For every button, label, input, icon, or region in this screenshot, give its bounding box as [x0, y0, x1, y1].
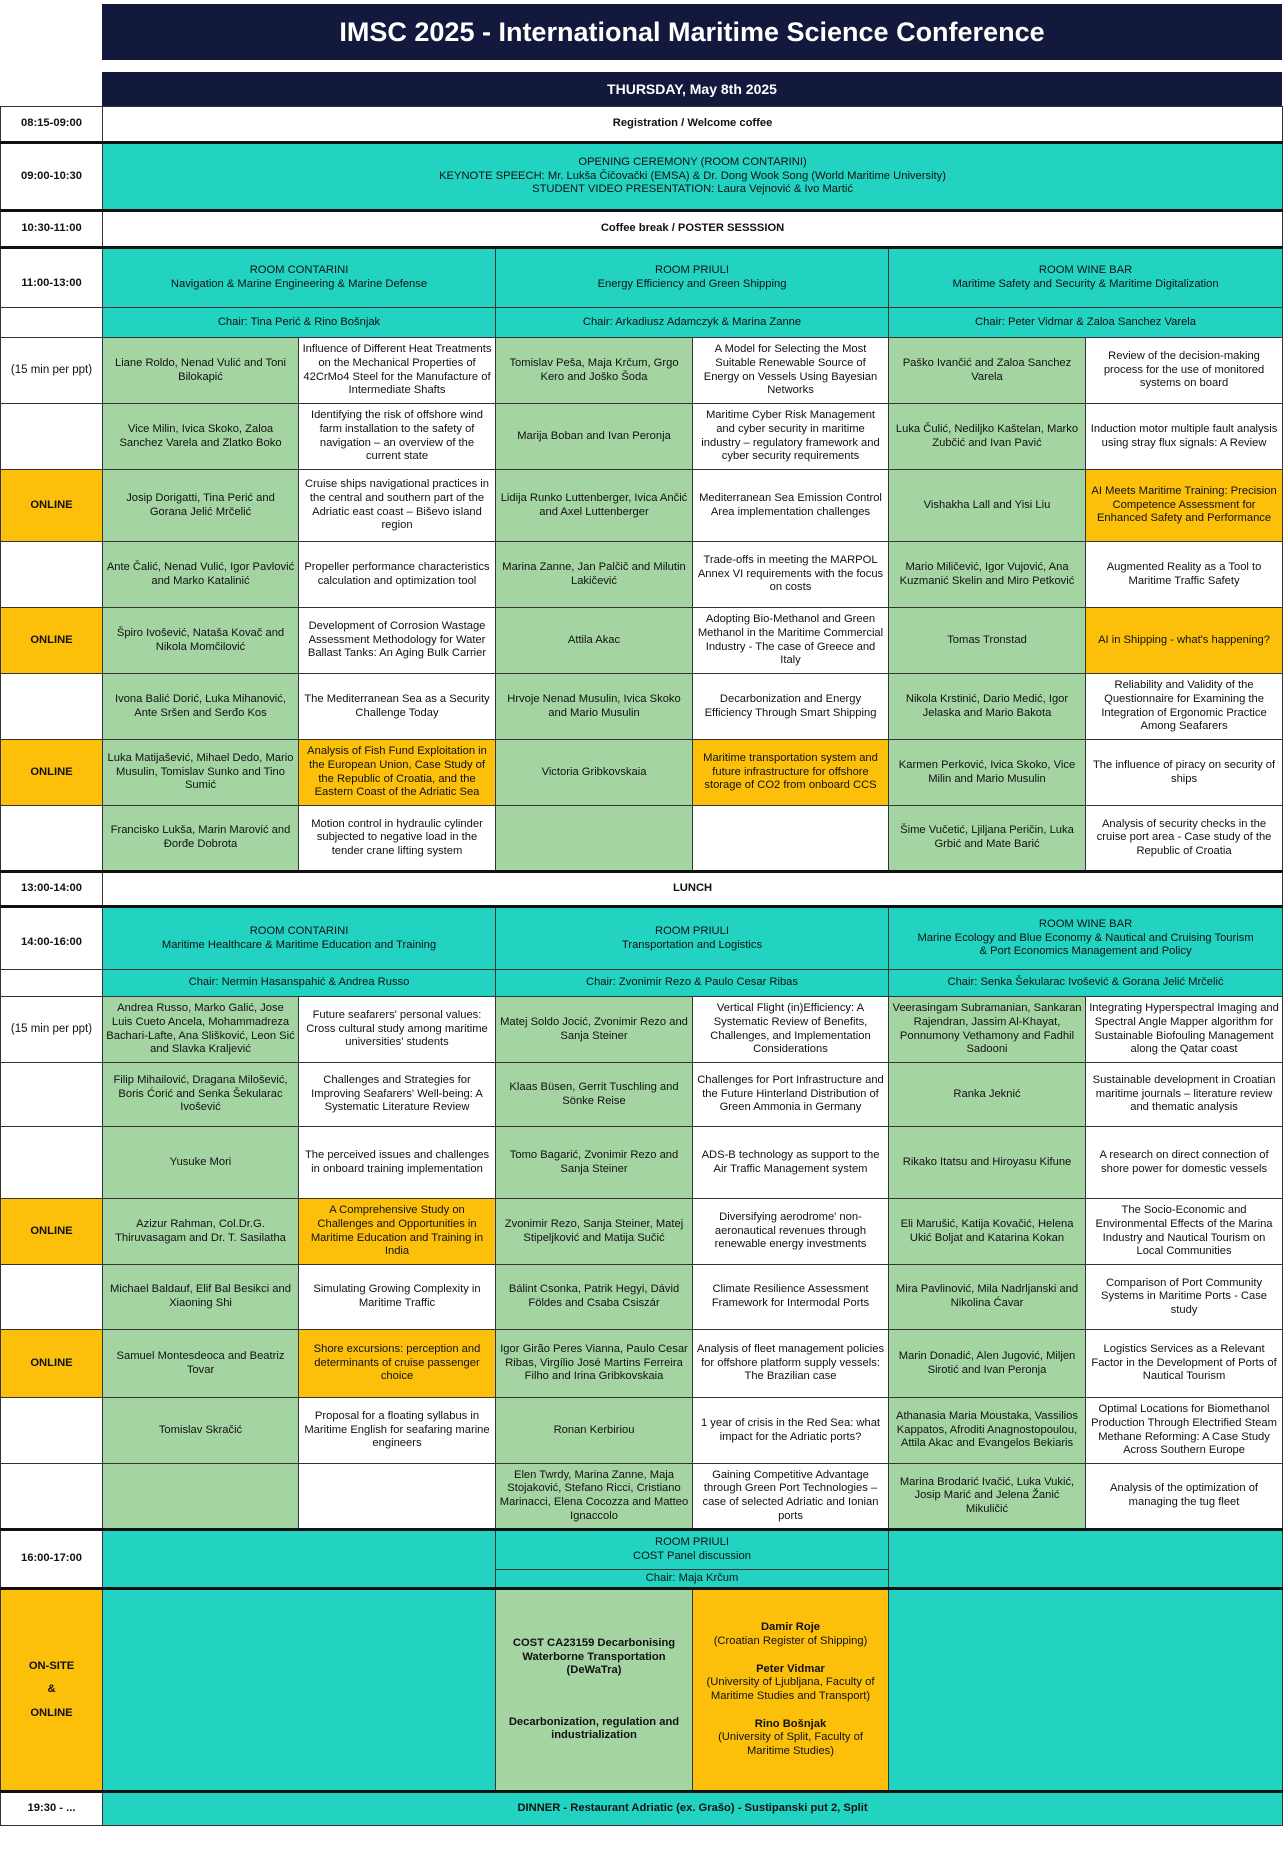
- room-name: ROOM PRIULI: [655, 924, 729, 937]
- paper-authors: Eli Marušić, Katija Kovačić, Helena Ukić Boljat and Katarina Kokan: [889, 1199, 1086, 1265]
- paper-row: [1, 1127, 1283, 1199]
- paper-authors: Josip Dorigatti, Tina Perić and Gorana Jelić Mrčelić: [103, 470, 299, 542]
- paper-authors: Ante Čalić, Nenad Vulić, Igor Pavlović and Marko Katalinić: [103, 542, 299, 608]
- ampersand-label: &: [47, 1683, 56, 1696]
- paper-authors: Luka Matijašević, Mihael Dedo, Mario Musulin, Tomislav Sunko and Tino Sumić: [103, 740, 299, 806]
- cost-action-title: COST CA23159 Decarbonising Waterborne Transportation (DeWaTra): [512, 1636, 676, 1677]
- paper-row: [1, 470, 1283, 542]
- paper-title: Proposal for a floating syllabus in Maritime English for seafaring marine engineers: [299, 1398, 496, 1464]
- paper-authors: Paško Ivančić and Zaloa Sanchez Varela: [889, 338, 1086, 404]
- paper-row: [1, 338, 1283, 404]
- paper-authors: Vishakha Lall and Yisi Liu: [889, 470, 1086, 542]
- paper-authors: Marina Brodarić Ivačić, Luka Vukić, Josip Marić and Jelena Žanić Mikuličić: [889, 1464, 1086, 1530]
- rooms-header-row: [1, 907, 1283, 970]
- paper-title: Comparison of Port Community Systems in Maritime Ports - Case study: [1086, 1265, 1283, 1330]
- coffee-row: [1, 211, 1283, 248]
- onsite-online-label: [1, 1589, 103, 1792]
- dinner-cell: DINNER - Restaurant Adriatic (ex. Grašo) - Sustipanski put 2, Split: [103, 1792, 1283, 1826]
- paper-authors: Tomislav Peša, Maja Krčum, Grgo Kero and Joško Šoda: [496, 338, 693, 404]
- time-slot: 13:00-14:00: [1, 872, 103, 907]
- panel-room-cell: [496, 1530, 889, 1570]
- paper-title: Review of the decision-making process for the use of monitored systems on board: [1086, 338, 1283, 404]
- paper-authors: Nikola Krstinić, Dario Medić, Igor Jelaska and Mario Bakota: [889, 674, 1086, 740]
- paper-row: [1, 1398, 1283, 1464]
- paper-title: Gaining Competitive Advantage through Green Port Technologies – case of selected Adriatic and Ionian ports: [693, 1464, 889, 1530]
- room-topic: Transportation and Logistics: [621, 938, 763, 951]
- paper-row: [1, 1464, 1283, 1530]
- paper-row: [1, 1265, 1283, 1330]
- room-topic: Navigation & Marine Engineering & Marine Defense: [170, 278, 428, 290]
- paper-title: The influence of piracy on security of ships: [1086, 740, 1283, 806]
- paper-authors: Mario Miličević, Igor Vujović, Ana Kuzmanić Skelin and Miro Petković: [889, 542, 1086, 608]
- paper-title: Climate Resilience Assessment Framework for Intermodal Ports: [693, 1265, 889, 1330]
- paper-title: Development of Corrosion Wastage Assessment Methodology for Water Ballast Tanks: An Aging Bulk Carrier: [299, 608, 496, 674]
- panel-chair: Chair: Maja Krčum: [496, 1570, 889, 1589]
- paper-authors: [496, 806, 693, 872]
- paper-title: Augmented Reality as a Tool to Maritime Traffic Safety: [1086, 542, 1283, 608]
- paper-title: Diversifying aerodrome' non-aeronautical revenues through renewable energy investments: [693, 1199, 889, 1265]
- speaker-affiliation: (Croatian Register of Shipping): [713, 1635, 868, 1648]
- speaker-name: Damir Roje: [760, 1621, 821, 1634]
- registration-cell: Registration / Welcome coffee: [103, 107, 1283, 143]
- morning-sessions: [1, 248, 1283, 872]
- paper-row: [1, 404, 1283, 470]
- paper-title: Analysis of fleet management policies for offshore platform supply vessels: The Brazilian case: [693, 1330, 889, 1398]
- paper-authors: Igor Girão Peres Vianna, Paulo Cesar Ribas, Virgílio José Martins Ferreira Filho and Irina Gribkovskaia: [496, 1330, 693, 1398]
- cost-speakers-cell: [693, 1589, 889, 1792]
- paper-authors: Tomas Tronstad: [889, 608, 1086, 674]
- paper-authors: Andrea Russo, Marko Galić, Jose Luis Cueto Ancela, Mohammadreza Bachari-Lafte, Ana Slišković, Leon Sić and Slavka Kraljević: [103, 997, 299, 1063]
- per-ppt-note: (15 min per ppt): [1, 997, 103, 1063]
- paper-authors: Karmen Perković, Ivica Skoko, Vice Milin and Mario Musulin: [889, 740, 1086, 806]
- paper-row: [1, 1199, 1283, 1265]
- paper-authors: Rikako Itatsu and Hiroyasu Kifune: [889, 1127, 1086, 1199]
- paper-row: [1, 806, 1283, 872]
- dinner-row: [1, 1792, 1283, 1826]
- paper-authors: Matej Soldo Jocić, Zvonimir Rezo and Sanja Steiner: [496, 997, 693, 1063]
- paper-authors: Šime Vučetić, Ljiljana Peričin, Luka Grbić and Mate Barić: [889, 806, 1086, 872]
- time-empty: [1, 1063, 103, 1127]
- cost-row: [1, 1589, 1283, 1792]
- online-label: ONLINE: [30, 1706, 73, 1719]
- room-chair-1: Chair: Nermin Hasanspahić & Andrea Russo: [103, 970, 496, 997]
- cost-empty-right: [889, 1589, 1283, 1792]
- paper-title: Maritime Cyber Risk Management and cyber security in maritime industry – regulatory framework and cyber security requirements: [693, 404, 889, 470]
- paper-authors: Ranka Jeknić: [889, 1063, 1086, 1127]
- paper-title: A research on direct connection of shore power for domestic vessels: [1086, 1127, 1283, 1199]
- paper-title: Challenges and Strategies for Improving Seafarers' Well-being: A Systematic Literature Review: [299, 1063, 496, 1127]
- per-ppt-note: (15 min per ppt): [1, 338, 103, 404]
- opening-line: OPENING CEREMONY (ROOM CONTARINI): [578, 156, 807, 169]
- panel-speaker: [696, 1718, 885, 1759]
- online-label: ONLINE: [1, 740, 103, 806]
- time-slot: 11:00-13:00: [1, 248, 103, 308]
- paper-authors: Ivona Balić Dorić, Luka Mihanović, Ante Sršen and Serđo Kos: [103, 674, 299, 740]
- room-name: ROOM CONTARINI: [249, 924, 349, 937]
- paper-authors: Hrvoje Nenad Musulin, Ivica Skoko and Mario Musulin: [496, 674, 693, 740]
- room-header-3: [889, 907, 1283, 970]
- panel-empty-left: [103, 1530, 496, 1589]
- room-chair-3: Chair: Senka Šekularac Ivošević & Gorana Jelić Mrčelić: [889, 970, 1283, 997]
- room-name: ROOM CONTARINI: [249, 264, 349, 277]
- onsite-label: ON-SITE: [28, 1659, 75, 1672]
- paper-authors: [103, 1464, 299, 1530]
- paper-title: Shore excursions: perception and determinants of cruise passenger choice: [299, 1330, 496, 1398]
- speaker-name: Peter Vidmar: [756, 1662, 825, 1675]
- paper-title: Analysis of the optimization of managing the tug fleet: [1086, 1464, 1283, 1530]
- panel-room-name: ROOM PRIULI: [655, 1536, 729, 1549]
- room-header-1: [103, 248, 496, 308]
- paper-row: [1, 542, 1283, 608]
- paper-title: Maritime transportation system and future infrastructure for offshore storage of CO2 from onboard CCS: [693, 740, 889, 806]
- paper-authors: Michael Baldauf, Elif Bal Besikci and Xiaoning Shi: [103, 1265, 299, 1330]
- paper-authors: Marija Boban and Ivan Peronja: [496, 404, 693, 470]
- online-label: ONLINE: [1, 1199, 103, 1265]
- paper-title: The Socio-Economic and Environmental Effects of the Marina Industry and Nautical Tourism on Local Communities: [1086, 1199, 1283, 1265]
- room-name: ROOM WINE BAR: [1038, 264, 1133, 277]
- time-empty: [1, 674, 103, 740]
- paper-authors: Victoria Gribkovskaia: [496, 740, 693, 806]
- conference-title: IMSC 2025 - International Maritime Science Conference: [102, 4, 1282, 60]
- room-name: ROOM WINE BAR: [1038, 918, 1133, 931]
- room-topic: Energy Efficiency and Green Shipping: [597, 278, 787, 290]
- lunch-cell: LUNCH: [103, 872, 1283, 907]
- room-topic: Maritime Safety and Security & Maritime Digitalization: [952, 278, 1219, 290]
- panel-row: [1, 1530, 1283, 1570]
- time-empty: [1, 970, 103, 997]
- online-label: ONLINE: [1, 1330, 103, 1398]
- paper-title: Trade-offs in meeting the MARPOL Annex VI requirements with the focus on costs: [693, 542, 889, 608]
- paper-title: Analysis of Fish Fund Exploitation in the European Union, Case Study of the Republic of Croatia, and the Eastern Coast of the Adriatic Sea: [299, 740, 496, 806]
- paper-authors: Tomislav Skračić: [103, 1398, 299, 1464]
- paper-authors: Yusuke Mori: [103, 1127, 299, 1199]
- room-name: ROOM PRIULI: [655, 264, 729, 277]
- paper-authors: Bálint Csonka, Patrik Hegyi, Dávid Földes and Csaba Csiszár: [496, 1265, 693, 1330]
- paper-authors: Veerasingam Subramanian, Sankaran Rajendran, Jassim Al-Khayat, Ponnumony Vethamony and Fadhil Sadooni: [889, 997, 1086, 1063]
- paper-authors: Samuel Montesdeoca and Beatriz Tovar: [103, 1330, 299, 1398]
- rooms-header-row: [1, 248, 1283, 308]
- paper-authors: Filip Mihailović, Dragana Milošević, Boris Ćorić and Senka Šekularac Ivošević: [103, 1063, 299, 1127]
- room-chair-1: Chair: Tina Perić & Rino Bošnjak: [103, 308, 496, 338]
- speaker-affiliation: (University of Ljubljana, Faculty of Maritime Studies and Transport): [706, 1676, 875, 1702]
- paper-title: Analysis of security checks in the cruise port area - Case study of the Republic of Croatia: [1086, 806, 1283, 872]
- paper-authors: Azizur Rahman, Col.Dr.G. Thiruvasagam and Dr. T. Sasilatha: [103, 1199, 299, 1265]
- panel-speaker: [696, 1621, 885, 1648]
- room-topic: Marine Ecology and Blue Economy & Nautical and Cruising Tourism: [917, 931, 1254, 944]
- paper-title: The perceived issues and challenges in onboard training implementation: [299, 1127, 496, 1199]
- room-chair-2: Chair: Zvonimir Rezo & Paulo Cesar Ribas: [496, 970, 889, 997]
- time-empty: [1, 806, 103, 872]
- paper-title: Mediterranean Sea Emission Control Area implementation challenges: [693, 470, 889, 542]
- paper-row: [1, 1330, 1283, 1398]
- paper-row: [1, 997, 1283, 1063]
- paper-title: 1 year of crisis in the Red Sea: what impact for the Adriatic ports?: [693, 1398, 889, 1464]
- paper-title: A Model for Selecting the Most Suitable Renewable Source of Energy on Vessels Using Bayesian Networks: [693, 338, 889, 404]
- paper-title: Decarbonization and Energy Efficiency Through Smart Shipping: [693, 674, 889, 740]
- time-empty: [1, 1127, 103, 1199]
- room-chair-3: Chair: Peter Vidmar & Zaloa Sanchez Varela: [889, 308, 1283, 338]
- student-video-line: STUDENT VIDEO PRESENTATION: Laura Vejnović & Ivo Martić: [532, 183, 853, 196]
- paper-row: [1, 1063, 1283, 1127]
- room-header-2: [496, 248, 889, 308]
- paper-authors: Mira Pavlinović, Mila Nadrljanski and Nikolina Ćavar: [889, 1265, 1086, 1330]
- opening-cell: [103, 143, 1283, 211]
- time-empty: [1, 542, 103, 608]
- paper-authors: Marina Zanne, Jan Palčič and Milutin Lakičević: [496, 542, 693, 608]
- day-header: THURSDAY, May 8th 2025: [102, 72, 1282, 106]
- paper-title: Sustainable development in Croatian maritime journals – literature review and thematic analysis: [1086, 1063, 1283, 1127]
- cost-action-cell: [496, 1589, 693, 1792]
- speaker-name: Rino Bošnjak: [754, 1717, 827, 1730]
- online-label: ONLINE: [1, 608, 103, 674]
- paper-title: Cruise ships navigational practices in the central and southern part of the Adriatic east coast – Biševo island region: [299, 470, 496, 542]
- chair-row: [1, 308, 1283, 338]
- schedule-table: [0, 106, 1283, 1826]
- opening-row: [1, 143, 1283, 211]
- paper-row: [1, 608, 1283, 674]
- paper-authors: Attila Akac: [496, 608, 693, 674]
- paper-title: Identifying the risk of offshore wind farm installation to the safety of navigation – an overview of the current state: [299, 404, 496, 470]
- time-slot: 09:00-10:30: [1, 143, 103, 211]
- paper-title: Influence of Different Heat Treatments on the Mechanical Properties of 42CrMo4 Steel for the Manufacture of Intermediate Shafts: [299, 338, 496, 404]
- cost-empty-left: [103, 1589, 496, 1792]
- time-empty: [1, 1464, 103, 1530]
- paper-authors: Špiro Ivošević, Nataša Kovač and Nikola Momčilović: [103, 608, 299, 674]
- paper-title: Challenges for Port Infrastructure and the Future Hinterland Distribution of Green Ammonia in Germany: [693, 1063, 889, 1127]
- paper-authors: Tomo Bagarić, Zvonimir Rezo and Sanja Steiner: [496, 1127, 693, 1199]
- paper-title: ADS-B technology as support to the Air Traffic Management system: [693, 1127, 889, 1199]
- paper-authors: Elen Twrdy, Marina Zanne, Maja Stojaković, Stefano Ricci, Cristiano Marinacci, Elena Cocozza and Matteo Ignaccolo: [496, 1464, 693, 1530]
- time-slot: 19:30 - ...: [1, 1792, 103, 1826]
- paper-title: [693, 806, 889, 872]
- paper-authors: Vice Milin, Ivica Skoko, Zaloa Sanchez Varela and Zlatko Boko: [103, 404, 299, 470]
- time-empty: [1, 404, 103, 470]
- online-label: ONLINE: [1, 470, 103, 542]
- time-slot: 14:00-16:00: [1, 907, 103, 970]
- paper-title: Vertical Flight (in)Efficiency: A Systematic Review of Benefits, Challenges, and Implementation Considerations: [693, 997, 889, 1063]
- room-header-1: [103, 907, 496, 970]
- paper-authors: Luka Čulić, Nediljko Kaštelan, Marko Zubčić and Ivan Pavić: [889, 404, 1086, 470]
- paper-authors: Francisko Lukša, Marin Marović and Đorđe Dobrota: [103, 806, 299, 872]
- paper-row: [1, 740, 1283, 806]
- time-empty: [1, 1265, 103, 1330]
- paper-title: Logistics Services as a Relevant Factor in the Development of Ports of Nautical Tourism: [1086, 1330, 1283, 1398]
- paper-title: Adopting Bio-Methanol and Green Methanol in the Maritime Commercial Industry - The case of Greece and Italy: [693, 608, 889, 674]
- paper-title: Reliability and Validity of the Questionnaire for Examining the Integration of Ergonomic Practice Among Seafarers: [1086, 674, 1283, 740]
- room-header-3: [889, 248, 1283, 308]
- room-topic: Maritime Healthcare & Maritime Education and Training: [161, 938, 437, 951]
- paper-authors: Ronan Kerbiriou: [496, 1398, 693, 1464]
- time-slot: 08:15-09:00: [1, 107, 103, 143]
- paper-title: A Comprehensive Study on Challenges and Opportunities in Maritime Education and Training in India: [299, 1199, 496, 1265]
- paper-authors: Lidija Runko Luttenberger, Ivica Ančić and Axel Luttenberger: [496, 470, 693, 542]
- paper-row: [1, 674, 1283, 740]
- paper-authors: Marin Donadić, Alen Jugović, Miljen Sirotić and Ivan Peronja: [889, 1330, 1086, 1398]
- speaker-affiliation: (University of Split, Faculty of Maritime Studies): [718, 1731, 863, 1757]
- panel-speaker: [696, 1663, 885, 1704]
- chair-row: [1, 970, 1283, 997]
- lunch-row: [1, 872, 1283, 907]
- paper-title: Future seafarers' personal values: Cross cultural study among maritime universities' students: [299, 997, 496, 1063]
- panel-title: COST Panel discussion: [633, 1550, 751, 1562]
- paper-authors: Zvonimir Rezo, Sanja Steiner, Matej Stipeljković and Matija Sučić: [496, 1199, 693, 1265]
- paper-title: [299, 1464, 496, 1530]
- room-header-2: [496, 907, 889, 970]
- paper-title: AI in Shipping - what's happening?: [1086, 608, 1283, 674]
- paper-title: AI Meets Maritime Training: Precision Competence Assessment for Enhanced Safety and Performance: [1086, 470, 1283, 542]
- paper-title: Optimal Locations for Biomethanol Production Through Electrified Steam Methane Reforming: A Case Study Across Southern Europe: [1086, 1398, 1283, 1464]
- time-empty: [1, 1398, 103, 1464]
- coffee-cell: Coffee break / POSTER SESSSION: [103, 211, 1283, 248]
- paper-title: Induction motor multiple fault analysis using stray flux signals: A Review: [1086, 404, 1283, 470]
- registration-row: [1, 107, 1283, 143]
- paper-title: Propeller performance characteristics calculation and optimization tool: [299, 542, 496, 608]
- paper-authors: Liane Roldo, Nenad Vulić and Toni Bilokapić: [103, 338, 299, 404]
- time-slot: 16:00-17:00: [1, 1530, 103, 1589]
- panel-empty-right: [889, 1530, 1283, 1589]
- paper-title: Integrating Hyperspectral Imaging and Spectral Angle Mapper algorithm for Sustainable Biofouling Management along the Qatar coast: [1086, 997, 1283, 1063]
- room-chair-2: Chair: Arkadiusz Adamczyk & Marina Zanne: [496, 308, 889, 338]
- paper-authors: Klaas Büsen, Gerrit Tuschling and Sönke Reise: [496, 1063, 693, 1127]
- cost-topic: Decarbonization, regulation and industrialization: [508, 1715, 680, 1742]
- keynote-line: KEYNOTE SPEECH: Mr. Lukša Čičovački (EMSA) & Dr. Dong Wook Song (World Maritime University): [439, 169, 946, 182]
- paper-title: Motion control in hydraulic cylinder subjected to negative load in the tender crane lifting system: [299, 806, 496, 872]
- time-empty: [1, 308, 103, 338]
- time-slot: 10:30-11:00: [1, 211, 103, 248]
- paper-title: The Mediterranean Sea as a Security Challenge Today: [299, 674, 496, 740]
- paper-title: Simulating Growing Complexity in Maritime Traffic: [299, 1265, 496, 1330]
- room-topic-2: & Port Economics Management and Policy: [979, 945, 1192, 958]
- afternoon-sessions: [1, 907, 1283, 1530]
- paper-authors: Athanasia Maria Moustaka, Vassilios Kappatos, Afroditi Anagnostopoulou, Attila Akac and Evangelos Bekiaris: [889, 1398, 1086, 1464]
